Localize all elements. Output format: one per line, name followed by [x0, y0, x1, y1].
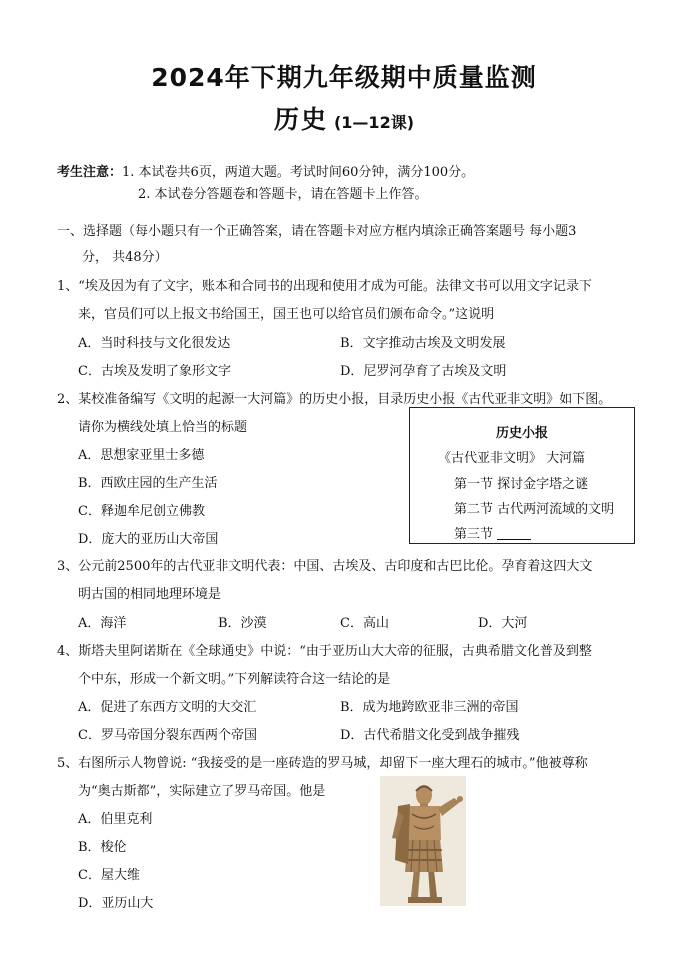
section-instructions-2: 分， 共48分） — [82, 250, 168, 265]
q5-option-b[interactable]: B．梭伦 — [78, 840, 127, 855]
question-3-line-2: 明古国的相同地理环境是 — [78, 587, 222, 602]
q1-option-d[interactable]: D．尼罗河孕育了古埃及文明 — [340, 364, 507, 379]
q3-option-d[interactable]: D．大河 — [478, 616, 528, 631]
q5-option-d[interactable]: D．亚历山大 — [78, 896, 154, 911]
question-2-line-1: 2、某校准备编写《文明的起源一大河篇》的历史小报，目录历史小报《古代亚非文明》如下图。 — [57, 392, 612, 407]
q3-option-a[interactable]: A．海洋 — [78, 616, 127, 631]
newspaper-section-3-label: 第三节 — [454, 527, 494, 542]
q5-option-c[interactable]: C．屋大维 — [78, 868, 140, 883]
exam-title: 2024年下期九年级期中质量监测 — [151, 63, 537, 92]
q2-option-c[interactable]: C．释迦牟尼创立佛教 — [78, 504, 205, 519]
q4-option-b[interactable]: B．成为地跨欧亚非三洲的帝国 — [340, 700, 519, 715]
subject-heading — [0, 100, 688, 136]
question-5-line-2: 为“奥古斯都”，实际建立了罗马帝国。他是 — [78, 784, 326, 799]
newspaper-section-3 — [454, 523, 531, 542]
statue-figure — [380, 776, 466, 906]
q2-option-a[interactable]: A．思想家亚里士多德 — [78, 448, 205, 463]
question-3-line-1: 3、公元前2500年的古代亚非文明代表：中国、古埃及、古印度和古巴比伦。孕育着这四大文 — [57, 559, 593, 574]
notice-text-1: 1. 本试卷共6页，两道大题。考试时间60分钟，满分100分。 — [122, 165, 475, 180]
question-1-line-2: 来，官员们可以上报文书给国王，国王也可以给官员们颁布命令。”这说明 — [78, 307, 495, 322]
subject-name: 历史 — [273, 105, 328, 134]
question-2-line-2: 请你为横线处填上恰当的标题 — [78, 420, 248, 435]
section-title: 一、选择题 — [57, 224, 123, 239]
q3-option-b[interactable]: B．沙漠 — [218, 616, 267, 631]
answer-blank — [497, 538, 531, 540]
newspaper-title: 历史小报 — [495, 426, 548, 441]
q4-option-c[interactable]: C．罗马帝国分裂东西两个帝国 — [78, 728, 257, 743]
augustus-statue-image — [380, 776, 466, 906]
q1-option-a[interactable]: A．当时科技与文化很发达 — [78, 336, 231, 351]
question-5-line-1: 5、右图所示人物曾说: “我接受的是一座砖造的罗马城，却留下一座大理石的城市。”他被尊称 — [57, 756, 588, 771]
question-4-line-1: 4、斯塔夫里阿诺斯在《全球通史》中说：“由于亚历山大大帝的征服，古典希腊文化普及到整 — [57, 644, 592, 659]
section-instructions-1: （每小题只有一个正确答案，请在答题卡对应方框内填涂正确答案题号 每小题3 — [122, 224, 577, 239]
newspaper-subtitle: 《古代亚非文明》 大河篇 — [438, 451, 586, 466]
newspaper-section-2: 第二节 古代两河流域的文明 — [454, 502, 615, 517]
q5-option-a[interactable]: A．伯里克利 — [78, 812, 153, 827]
q4-option-a[interactable]: A．促进了东西方文明的大交汇 — [78, 700, 257, 715]
notice-text-2: 2. 本试卷分答题卷和答题卡，请在答题卡上作答。 — [138, 187, 428, 202]
notice-label: 考生注意： — [57, 165, 123, 180]
q1-option-b[interactable]: B．文字推动古埃及文明发展 — [340, 336, 506, 351]
q1-option-c[interactable]: C．古埃及发明了象形文字 — [78, 364, 231, 379]
q3-option-c[interactable]: C．高山 — [340, 616, 389, 631]
q2-option-b[interactable]: B．西欧庄园的生产生活 — [78, 476, 218, 491]
question-4-line-2: 个中东，形成一个新文明。”下列解读符合这一结论的是 — [78, 672, 391, 687]
history-newspaper-box — [409, 407, 635, 544]
lesson-scope: (1—12课) — [333, 113, 415, 132]
question-1-line-1: 1、“埃及因为有了文字，账本和合同书的出现和使用才成为可能。法律文书可以用文字记录下 — [57, 279, 592, 294]
section-heading — [57, 220, 576, 239]
notice-line-1 — [57, 161, 474, 180]
newspaper-section-1: 第一节 探讨金字塔之谜 — [454, 477, 589, 492]
q4-option-d[interactable]: D．古代希腊文化受到战争摧残 — [340, 728, 520, 743]
q2-option-d[interactable]: D．庞大的亚历山大帝国 — [78, 532, 219, 547]
